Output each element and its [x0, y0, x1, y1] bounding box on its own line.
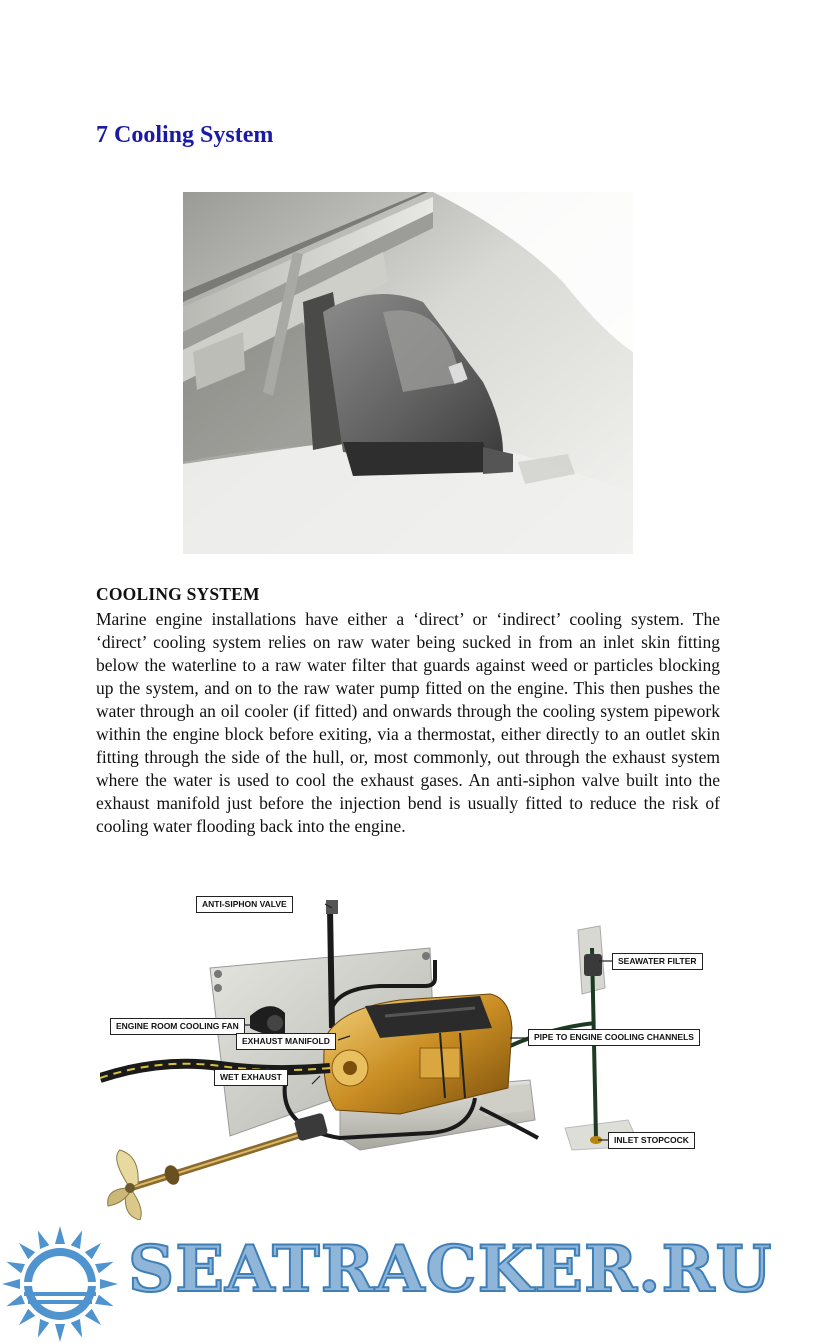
callout-anti-siphon-valve: ANTI-SIPHON VALVE [196, 896, 293, 913]
callout-pipe-to-engine-cooling-channels: PIPE TO ENGINE COOLING CHANNELS [528, 1029, 700, 1046]
watermark-text: SEATRACKER.RU [128, 1232, 773, 1307]
callout-engine-room-cooling-fan: ENGINE ROOM COOLING FAN [110, 1018, 245, 1035]
callout-exhaust-manifold: EXHAUST MANIFOLD [236, 1033, 336, 1050]
sterndrive-illustration [183, 192, 633, 554]
callout-seawater-filter: SEAWATER FILTER [612, 953, 703, 970]
sterndrive-photo [183, 192, 633, 554]
callout-inlet-stopcock: INLET STOPCOCK [608, 1132, 695, 1149]
body-paragraph: Marine engine installations have either a ‘direct’ or ‘indirect’ cooling system. The ‘direct’ cooling system relies on raw water being sucked in from an inlet skin fitting below the waterline to a raw water filter that guards against weed or particles blocking up the system, and on to the raw water pump fitted on the engine. This then pushes the water through an oil cooler (if fitted) and onwards through the cooling system pipework within the engine block before exiting, via a thermostat, either directly to an outlet skin fitting through the side of the hull, or, most commonly, out through the exhaust system where the water is used to cool the exhaust gases. An anti-siphon valve built into the exhaust manifold just before the injection bend is usually fitted to reduce the risk of cooling water flooding back into the engine. [96, 609, 720, 836]
cooling-system-diagram [100, 888, 716, 1220]
callout-wet-exhaust: WET EXHAUST [214, 1069, 288, 1086]
engine-illustration [100, 888, 716, 1220]
section-heading: COOLING SYSTEM [96, 584, 260, 604]
chapter-title: 7 Cooling System [96, 122, 274, 148]
